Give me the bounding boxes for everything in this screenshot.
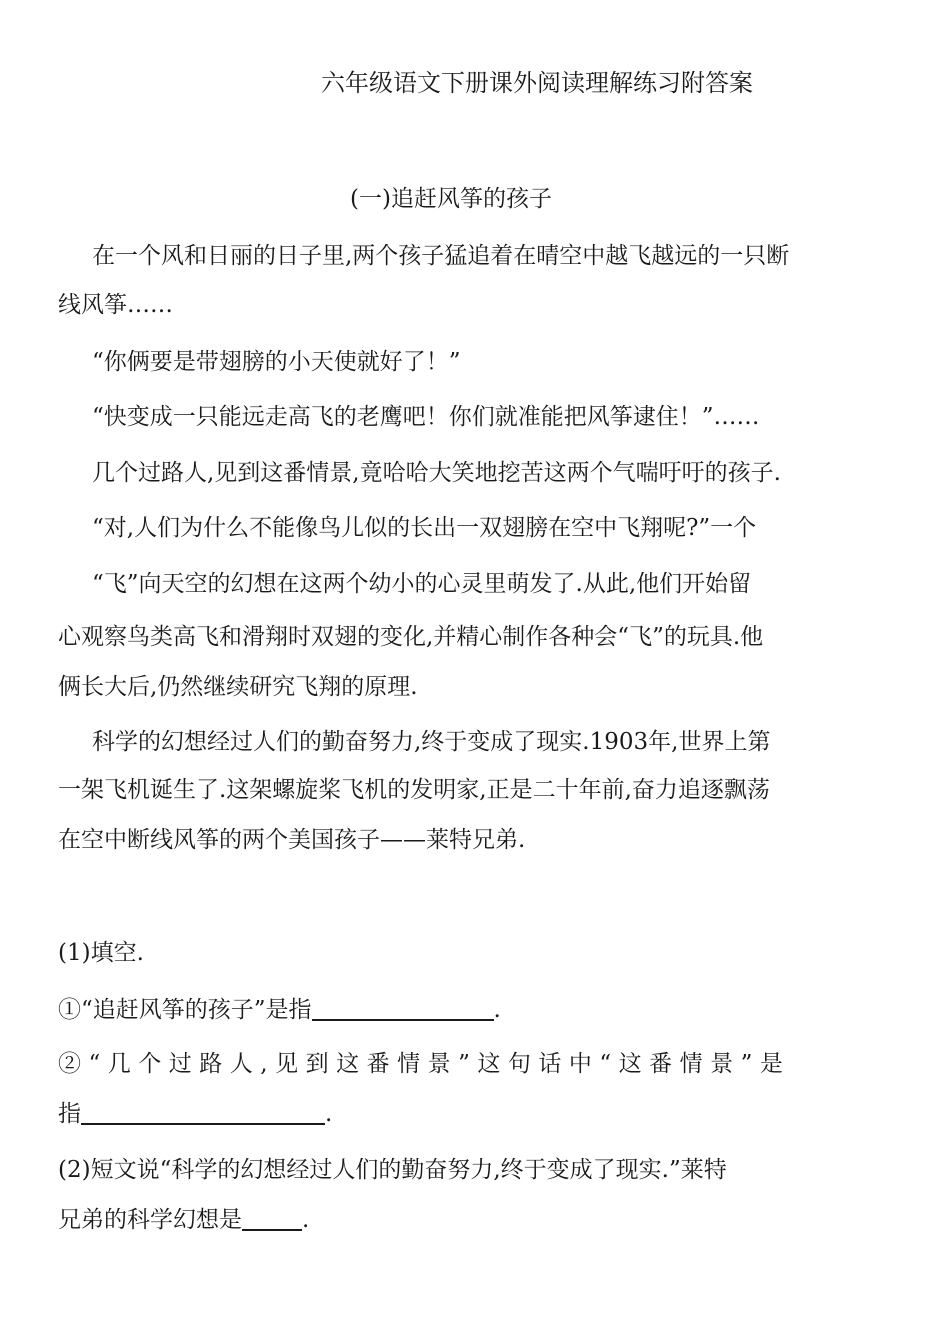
question-1-item-2-line-1: ②“几个过路人,见到这番情景”这句话中“这番情景”是	[58, 1051, 791, 1077]
passage-line: “飞”向天空的幻想在这两个幼小的心灵里萌发了.从此,他们开始留	[92, 571, 752, 597]
passage-line: 在空中断线风筝的两个美国孩子——莱特兄弟.	[58, 827, 526, 853]
question-text: 指	[58, 1101, 81, 1127]
document-title: 六年级语文下册课外阅读理解练习附答案	[321, 69, 753, 97]
passage-line: 心观察鸟类高飞和滑翔时双翅的变化,并精心制作各种会“飞”的玩具.他	[58, 624, 764, 650]
passage-line: 俩长大后,仍然继续研究飞翔的原理.	[58, 674, 418, 700]
answer-blank[interactable]	[81, 1101, 325, 1125]
answer-blank[interactable]	[242, 1207, 302, 1231]
question-text: 兄弟的科学幻想是	[58, 1207, 242, 1233]
passage-line: “快变成一只能远走高飞的老鹰吧！你们就准能把风筝逮住！”……	[92, 404, 760, 430]
question-1-heading: (1)填空.	[58, 940, 144, 966]
punctuation: .	[302, 1207, 310, 1233]
punctuation: .	[325, 1101, 333, 1127]
passage-line: “对,人们为什么不能像鸟儿似的长出一双翅膀在空中飞翔呢?”一个	[92, 515, 757, 541]
question-2-line-2	[58, 1205, 309, 1235]
passage-line: 线风筝……	[58, 292, 173, 318]
passage-line: 在一个风和日丽的日子里,两个孩子猛追着在晴空中越飞越远的一只断	[92, 243, 790, 269]
question-2-line-1: (2)短文说“科学的幻想经过人们的勤奋努力,终于变成了现实.”莱特	[58, 1157, 727, 1183]
section-title: (一)追赶风筝的孩子	[350, 186, 552, 212]
passage-line: “你俩要是带翅膀的小天使就好了！”	[92, 349, 461, 375]
question-text: ①“追赶风筝的孩子”是指	[58, 997, 312, 1023]
question-1-item-1	[58, 995, 501, 1025]
question-1-item-2-line-2	[58, 1099, 332, 1129]
passage-line: 一架飞机诞生了.这架螺旋桨飞机的发明家,正是二十年前,奋力追逐飘荡	[58, 777, 770, 803]
punctuation: .	[493, 997, 501, 1023]
answer-blank[interactable]	[312, 997, 494, 1021]
passage-line: 科学的幻想经过人们的勤奋努力,终于变成了现实.1903年,世界上第	[92, 729, 771, 755]
passage-line: 几个过路人,见到这番情景,竟哈哈大笑地挖苦这两个气喘吁吁的孩子.	[92, 460, 781, 486]
